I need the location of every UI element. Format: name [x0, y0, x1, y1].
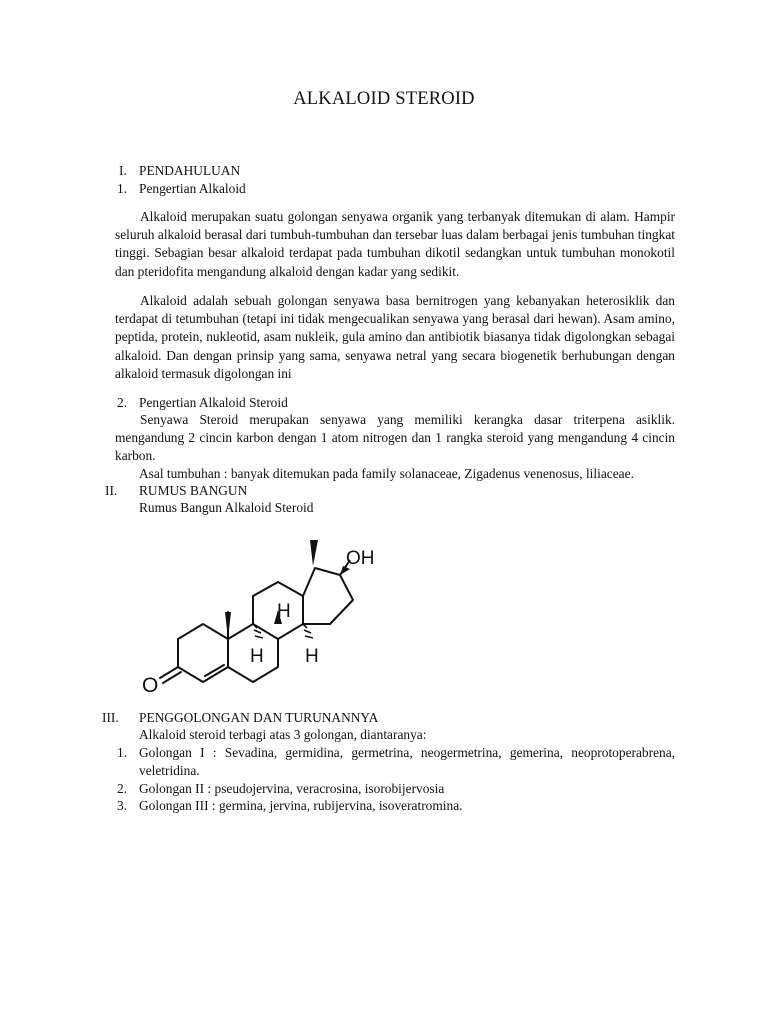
sub2-heading: Pengertian Alkaloid Steroid — [139, 395, 288, 410]
section1-numeral: I. — [119, 163, 127, 178]
methyl-13-wedge — [310, 540, 318, 566]
document-title: ALKALOID STEROID — [293, 89, 475, 109]
section2-heading: RUMUS BANGUN — [139, 483, 248, 498]
sub1-heading: Pengertian Alkaloid — [139, 181, 246, 196]
sub1-paragraph2: Alkaloid adalah sebuah golongan senyawa basa bernitrogen yang kebanyakan heterosiklik dan terdapat di tetumbuhan (tetapi ini tidak mengecualikan senyawa yang berasal dari hewan). Asam amino, peptida, protein, nukleotid, asam nukleik, gula amino dan antibiotik biasanya tidak digolongkan sebagai alkaloid. Dan dengan prinsip yang sama, senyawa netral yang secara biogenetik berhubungan dengan alkaloid termasuk digolongan ini — [115, 293, 675, 381]
sub1-number: 1. — [117, 181, 128, 196]
section2-numeral: II. — [105, 483, 118, 498]
list-item-1-number: 1. — [117, 745, 128, 760]
section3-numeral: III. — [102, 710, 119, 725]
list-item-3-text: Golongan III : germina, jervina, rubijervina, isoveratromina. — [139, 798, 463, 813]
oh-label: OH — [346, 548, 375, 569]
sub2-paragraph: Senyawa Steroid merupakan senyawa yang memiliki kerangka dasar triterpena asiklik. mengandung 2 cincin karbon dengan 1 atom nitrogen dan 1 rangka steroid yang mengandung 4 cincin karbon. — [115, 412, 675, 464]
section1-heading: PENDAHULUAN — [139, 163, 241, 178]
list-item-3-number: 3. — [117, 798, 128, 813]
h-label-c8: H — [277, 601, 291, 622]
sub1-paragraph1: Alkaloid merupakan suatu golongan senyawa organik yang terbanyak ditemukan di alam. Hampir seluruh alkaloid berasal dari tumbuh-tumbuhan dan tersebar luas dalam berbagai jenis tumbuhan tingkat tinggi. Sebagian besar alkaloid terdapat pada tumbuhan dikotil sedangkan untuk tumbuhan monokotil dan pteridofita mengandung alkaloid dengan kadar yang sedikit. — [115, 209, 675, 279]
steroid-structure — [138, 536, 388, 701]
ring-d — [303, 568, 353, 624]
oxygen-label: O — [142, 674, 159, 696]
h-label-c14: H — [305, 646, 319, 667]
list-item-2-number: 2. — [117, 781, 128, 796]
methyl-10-wedge — [225, 612, 231, 639]
list-item-2-text: Golongan II : pseudojervina, veracrosina, isorobijervosia — [139, 781, 445, 796]
section2-subheading: Rumus Bangun Alkaloid Steroid — [139, 500, 314, 515]
section3-heading: PENGGOLONGAN DAN TURUNANNYA — [139, 710, 379, 725]
sub2-origin: Asal tumbuhan : banyak ditemukan pada family solanaceae, Zigadenus venenosus, liliaceae. — [139, 466, 634, 481]
ring-a — [178, 624, 228, 682]
steroid-structure-svg — [138, 536, 388, 696]
sub2-number: 2. — [117, 395, 128, 410]
list-item-1-text: Golongan I : Sevadina, germidina, germetrina, neogermetrina, gemerina, neoprotoperabrena, veletridina. — [139, 745, 675, 779]
h-label-c9: H — [250, 646, 264, 667]
section3-intro: Alkaloid steroid terbagi atas 3 golongan, diantaranya: — [139, 727, 427, 742]
